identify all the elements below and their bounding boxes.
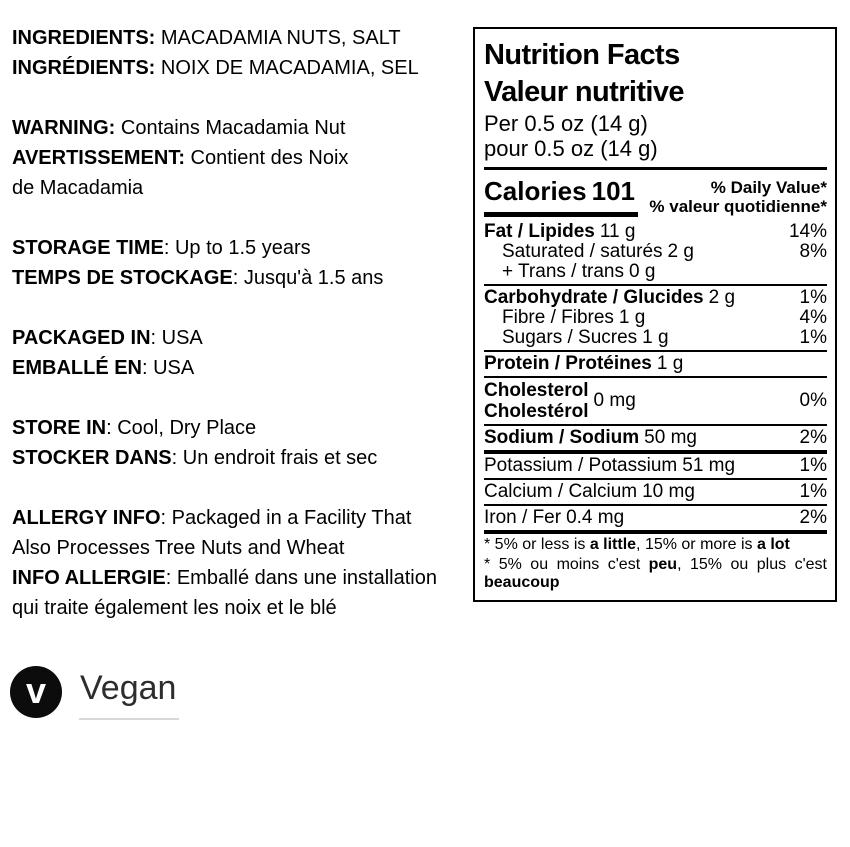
- store-in-label-en: STORE IN: [12, 417, 107, 439]
- nutrient-row-sugars: [484, 328, 827, 348]
- packaged-in-line-en: [12, 323, 472, 353]
- potassium-label: Potassium / Potassium: [484, 455, 678, 476]
- calories-label: Calories: [484, 176, 587, 206]
- cholesterol-amount: 0 mg: [593, 390, 636, 411]
- allergy-line-en-wrap: [12, 533, 472, 563]
- nutrient-row-iron: [484, 508, 827, 528]
- nutrient-rows: [484, 222, 827, 592]
- daily-value-header-fr: % valeur quotidienne*: [649, 197, 827, 216]
- iron-label: Iron / Fer: [484, 507, 562, 528]
- footnote-en-bold: a lot: [756, 536, 790, 553]
- carbohydrate-dv: 1%: [799, 287, 827, 308]
- fibre-label: Fibre / Fibres: [502, 307, 614, 328]
- store-in-value-fr: : Un endroit frais et sec: [171, 447, 378, 469]
- packaged-in-value-en: : USA: [150, 327, 203, 349]
- store-in-line-fr: [12, 443, 472, 473]
- protein-amount: 1 g: [656, 353, 684, 374]
- vegan-badge: [10, 666, 179, 720]
- warning-paragraph: [12, 113, 472, 203]
- footnote-fr-bold: peu: [648, 556, 678, 573]
- footnote-fr-part: * 5% ou moins c'est: [484, 556, 649, 573]
- vegan-icon-letter: v: [25, 669, 47, 711]
- iron-dv: 2%: [799, 507, 827, 528]
- allergy-line-en: [12, 503, 472, 533]
- saturated-label: Saturated / saturés: [502, 241, 663, 262]
- row-divider: [484, 284, 827, 286]
- daily-value-header: [649, 178, 827, 216]
- ingredients-label-fr: INGRÉDIENTS:: [12, 57, 156, 79]
- cholesterol-label-fr: Cholestérol: [484, 401, 589, 422]
- cholesterol-label-en: Cholesterol: [484, 380, 589, 401]
- section-divider: [484, 450, 827, 454]
- cholesterol-labels: [484, 380, 589, 422]
- nutrient-row-protein: [484, 354, 827, 374]
- warning-value-fr: Contient des Noix: [184, 147, 349, 169]
- storage-time-line-en: [12, 233, 472, 263]
- storage-time-paragraph: [12, 233, 472, 293]
- footnote-en-part: * 5% or less is: [484, 536, 590, 553]
- calories-block: [484, 177, 827, 217]
- row-divider: [484, 424, 827, 426]
- store-in-line-en: [12, 413, 472, 443]
- nutrient-row-potassium: [484, 456, 827, 476]
- fat-label: Fat / Lipides: [484, 221, 595, 242]
- ingredients-value-fr: NOIX DE MACADAMIA, SEL: [155, 57, 419, 79]
- protein-label: Protein / Protéines: [484, 353, 652, 374]
- packaged-in-label-en: PACKAGED IN: [12, 327, 151, 349]
- saturated-amount: 2 g: [667, 241, 694, 262]
- calories-row: [484, 177, 638, 217]
- packaged-in-line-fr: [12, 353, 472, 383]
- header-divider: [484, 167, 827, 170]
- allergy-line-fr-wrap: [12, 593, 472, 623]
- trans-amount: 0 g: [628, 261, 656, 282]
- warning-value-fr-wrap: de Macadamia: [12, 177, 144, 199]
- allergy-label-fr: INFO ALLERGIE: [12, 567, 166, 589]
- ingredients-line-fr: [12, 53, 472, 83]
- ingredients-line-en: [12, 23, 472, 53]
- storage-time-value-fr: : Jusqu'à 1.5 ans: [232, 267, 384, 289]
- storage-time-label-en: STORAGE TIME: [12, 237, 164, 259]
- packaged-in-label-fr: EMBALLÉ EN: [12, 357, 142, 379]
- allergy-value-fr-wrap: qui traite également les noix et le blé: [12, 597, 337, 619]
- store-in-value-en: : Cool, Dry Place: [106, 417, 257, 439]
- footnote-en: [484, 536, 827, 554]
- nutrition-facts-panel: [473, 27, 837, 602]
- calories-value: 101: [591, 176, 635, 206]
- packaged-in-value-fr: : USA: [142, 357, 195, 379]
- section-divider: [484, 530, 827, 534]
- nutrient-row-sodium: [484, 428, 827, 448]
- nutrition-facts-title-fr: Valeur nutritive: [484, 76, 684, 108]
- nutrient-row-trans: [484, 262, 827, 282]
- nutrient-row-fat: [484, 222, 827, 242]
- iron-amount: 0.4 mg: [566, 507, 625, 528]
- allergy-info-paragraph: [12, 503, 472, 623]
- storage-time-line-fr: [12, 263, 472, 293]
- fibre-amount: 1 g: [618, 307, 646, 328]
- row-divider: [484, 504, 827, 506]
- nutrient-row-fibre: [484, 308, 827, 328]
- footnote-en-part: , 15% or more is: [636, 536, 757, 553]
- carbohydrate-label: Carbohydrate / Glucides: [484, 287, 704, 308]
- calcium-amount: 10 mg: [642, 481, 695, 502]
- store-in-paragraph: [12, 413, 472, 473]
- footnote-en-bold: a little: [589, 536, 637, 553]
- sodium-amount: 50 mg: [644, 427, 697, 448]
- ingredients-label-en: INGREDIENTS:: [12, 27, 156, 49]
- allergy-value-fr: : Emballé dans une installation: [165, 567, 437, 589]
- warning-label-en: WARNING:: [12, 117, 116, 139]
- allergy-value-en: : Packaged in a Facility That: [160, 507, 412, 529]
- fat-amount: 11 g: [599, 221, 636, 242]
- sodium-label: Sodium / Sodium: [484, 427, 640, 448]
- storage-time-value-en: : Up to 1.5 years: [163, 237, 311, 259]
- allergy-value-en-wrap: Also Processes Tree Nuts and Wheat: [12, 537, 345, 559]
- footnote-fr-part: , 15% ou plus c'est: [677, 556, 828, 573]
- calcium-dv: 1%: [799, 481, 827, 502]
- calcium-label: Calcium / Calcium: [484, 481, 638, 502]
- vegan-label: Vegan: [79, 666, 179, 720]
- fat-dv: 14%: [788, 221, 827, 242]
- potassium-dv: 1%: [799, 455, 827, 476]
- sodium-dv: 2%: [799, 427, 827, 448]
- serving-size-fr: pour 0.5 oz (14 g): [484, 136, 658, 161]
- nutrient-row-carbohydrate: [484, 288, 827, 308]
- vegan-icon: [10, 666, 62, 718]
- trans-label: + Trans / trans: [502, 261, 624, 282]
- nutrient-row-cholesterol: [484, 380, 827, 422]
- sugars-amount: 1 g: [642, 327, 669, 348]
- daily-value-header-en: % Daily Value*: [710, 178, 827, 197]
- saturated-dv: 8%: [799, 241, 827, 262]
- nutrient-row-saturated: [484, 242, 827, 262]
- nutrient-row-calcium: [484, 482, 827, 502]
- allergy-line-fr: [12, 563, 472, 593]
- footnote-fr-bold: beaucoup: [484, 574, 560, 591]
- nutrition-facts-title-en: Nutrition Facts: [484, 39, 680, 71]
- ingredients-value-en: MACADAMIA NUTS, SALT: [155, 27, 401, 49]
- footnote-fr: [484, 556, 827, 592]
- row-divider: [484, 478, 827, 480]
- sugars-label: Sugars / Sucres: [502, 327, 638, 348]
- warning-line-fr-wrap: [12, 173, 472, 203]
- allergy-label-en: ALLERGY INFO: [12, 507, 161, 529]
- sugars-dv: 1%: [799, 327, 827, 348]
- storage-time-label-fr: TEMPS DE STOCKAGE: [12, 267, 233, 289]
- row-divider: [484, 376, 827, 378]
- serving-size-en: Per 0.5 oz (14 g): [484, 111, 648, 136]
- warning-line-fr: [12, 143, 472, 173]
- store-in-label-fr: STOCKER DANS: [12, 447, 172, 469]
- cholesterol-dv: 0%: [799, 390, 827, 411]
- packaged-in-paragraph: [12, 323, 472, 383]
- product-info-panel: [12, 23, 472, 653]
- warning-value-en: Contains Macadamia Nut: [115, 117, 346, 139]
- fibre-dv: 4%: [799, 307, 827, 328]
- carbohydrate-amount: 2 g: [708, 287, 736, 308]
- ingredients-paragraph: [12, 23, 472, 83]
- warning-line-en: [12, 113, 472, 143]
- warning-label-fr: AVERTISSEMENT:: [12, 147, 185, 169]
- row-divider: [484, 350, 827, 352]
- potassium-amount: 51 mg: [682, 455, 736, 476]
